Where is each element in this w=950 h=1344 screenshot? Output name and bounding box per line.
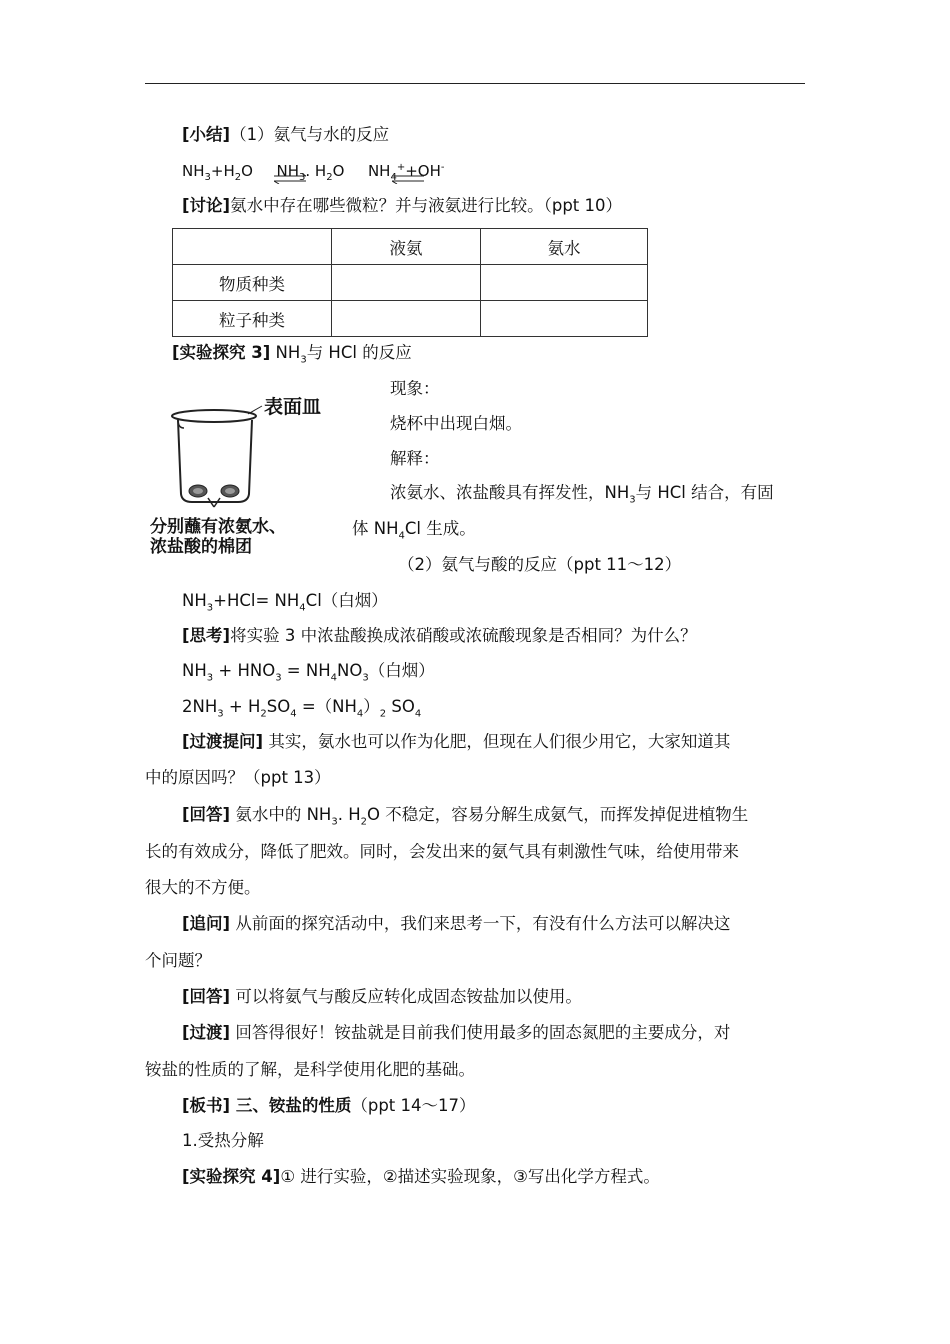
figure-label-dish: 表面皿 <box>264 396 322 418</box>
answer-1-text: 氨水中的 NH <box>230 805 332 824</box>
eq4-sub: 4 <box>356 708 364 720</box>
explanation-sub: 3 <box>629 494 636 506</box>
eq2-sub: 3 <box>206 602 214 614</box>
experiment-3-title <box>172 342 412 364</box>
summary-text: （1）氨气与水的反应 <box>230 125 390 144</box>
heat-decomposition-title: 1.受热分解 <box>182 1131 264 1150</box>
eq1-sub: 3 <box>298 172 306 183</box>
eq3-part: + HNO <box>213 661 276 680</box>
table-header-cell <box>173 229 332 265</box>
summary-line <box>182 124 389 146</box>
transition-line-1 <box>182 1022 730 1044</box>
think-text: 将实验 3 中浓盐酸换成浓硝酸或浓硫酸现象是否相同？为什么？ <box>230 626 697 645</box>
answer-2-line <box>182 986 582 1008</box>
followup-line-1 <box>182 913 730 935</box>
eq2-sub: 4 <box>299 602 306 614</box>
table-cell <box>481 301 648 337</box>
equation-nh3-hcl <box>182 590 388 612</box>
explanation-text: Cl 生成。 <box>404 519 476 538</box>
eq1-part: NH <box>182 162 205 180</box>
eq1-sub: 2 <box>326 172 333 183</box>
explanation-label: 解释： <box>390 449 440 468</box>
beaker-figure <box>148 384 348 557</box>
eq1-part: +H <box>210 162 235 180</box>
eq3-sub: 4 <box>330 672 338 684</box>
answer-1-line-3: 很大的不方便。 <box>145 878 261 897</box>
table-row <box>173 265 648 301</box>
equation-nh3-hno3 <box>182 660 435 682</box>
eq3-part: = NH <box>281 661 331 680</box>
equilibrium-arrow-icon <box>274 174 308 184</box>
answer-1-sub: 3 <box>331 816 338 828</box>
eq4-sub: 2 <box>379 708 387 720</box>
equilibrium-arrow-icon <box>392 174 426 184</box>
board-heading: 三、铵盐的性质 <box>230 1096 352 1115</box>
board-line <box>182 1095 476 1117</box>
eq3-sub: 3 <box>275 672 282 684</box>
eq1-part: NH <box>276 162 299 180</box>
eq1-sub: 4 <box>390 172 397 183</box>
answer-2-text: 可以将氨气与酸反应转化成固态铵盐加以使用。 <box>230 987 582 1006</box>
eq1-right <box>368 160 445 182</box>
table-row <box>173 301 648 337</box>
equation-nh3-h2so4 <box>182 696 421 718</box>
explanation-line-1 <box>390 482 774 504</box>
answer-1-tag: [回答] <box>182 805 231 824</box>
board-tag: [板书] <box>182 1096 231 1115</box>
eq4-part: SO <box>386 697 415 716</box>
eq4-part: SO <box>266 697 291 716</box>
eq4-part: =（NH <box>296 697 357 716</box>
eq3-sub: 3 <box>206 672 214 684</box>
transition-line-2: 铵盐的性质的了解，是科学使用化肥的基础。 <box>145 1060 475 1079</box>
eq2-part: Cl（白烟） <box>305 591 388 610</box>
answer-2-tag: [回答] <box>182 987 231 1006</box>
eq3-part: NH <box>182 661 207 680</box>
eq4-sub: 2 <box>260 708 267 720</box>
table-header-cell: 液氨 <box>332 229 481 265</box>
exp3-tag: [实验探究 3] <box>172 343 271 362</box>
transition-question-line-1 <box>182 731 730 753</box>
eq2-part: +HCl= NH <box>213 591 300 610</box>
discuss-tag: [讨论] <box>182 196 231 215</box>
comparison-table <box>172 228 648 337</box>
eq4-part: ） <box>363 697 380 716</box>
phenomenon-label: 现象： <box>390 379 440 398</box>
answer-1-sub: 2 <box>360 816 367 828</box>
transition-question-line-2: 中的原因吗？（ppt 13） <box>145 768 331 787</box>
table-header-row <box>173 229 648 265</box>
eq4-part: 2NH <box>182 697 218 716</box>
eq4-part: + H <box>223 697 261 716</box>
table-header-cell: 氨水 <box>481 229 648 265</box>
summary-tag: [小结] <box>182 125 231 144</box>
eq4-sub: 3 <box>217 708 224 720</box>
eq3-part: （白烟） <box>368 661 435 680</box>
eq1-part: . H <box>305 162 327 180</box>
followup-line-2: 个问题？ <box>145 951 211 970</box>
table-cell <box>332 301 481 337</box>
transition-text: 回答得很好！铵盐就是目前我们使用最多的固态氮肥的主要成分，对 <box>230 1023 731 1042</box>
explanation-text: 浓氨水、浓盐酸具有挥发性，NH <box>390 483 630 502</box>
table-cell <box>332 265 481 301</box>
think-line <box>182 625 697 647</box>
eq3-part: NO <box>337 661 363 680</box>
explanation-sub: 4 <box>398 530 405 542</box>
explanation-line-2 <box>352 518 476 540</box>
table-row-label: 粒子种类 <box>173 301 332 337</box>
transition-question-text: 其实，氨水也可以作为化肥，但现在人们很少用它，大家知道其 <box>263 732 731 751</box>
equation-ammonia-water <box>182 160 444 182</box>
exp4-text: ① 进行实验，②描述实验现象，③写出化学方程式。 <box>280 1167 660 1186</box>
eq4-sub: 4 <box>414 708 422 720</box>
exp4-tag: [实验探究 4] <box>182 1167 281 1186</box>
answer-1-line-1 <box>182 804 748 826</box>
phenomenon-text: 烧杯中出现白烟。 <box>390 414 522 433</box>
acid-reaction-title: （2）氨气与酸的反应（ppt 11～12） <box>398 555 682 574</box>
eq1-part: NH <box>367 162 391 180</box>
followup-text: 从前面的探究活动中，我们来思考一下，有没有什么方法可以解决这 <box>230 914 731 933</box>
answer-1-line-2: 长的有效成分，降低了肥效。同时，会发出来的氨气具有刺激性气味，给使用带来 <box>145 842 739 861</box>
answer-1-text: . H <box>337 805 361 824</box>
think-tag: [思考] <box>182 626 231 645</box>
eq3-sub: 3 <box>362 672 369 684</box>
eq2-part: NH <box>182 591 207 610</box>
table-cell <box>481 265 648 301</box>
eq1-sub: 2 <box>234 172 242 183</box>
figure-label-cotton-2: 浓盐酸的棉团 <box>150 537 252 557</box>
eq4-sub: 4 <box>290 708 297 720</box>
eq1-sup: - <box>440 162 445 173</box>
discuss-line <box>182 195 622 217</box>
explanation-text: 与 HCl 结合，有固 <box>635 483 774 502</box>
transition-question-tag: [过渡提问] <box>182 732 264 751</box>
eq1-part: O <box>332 162 345 180</box>
eq1-part: O <box>241 162 253 180</box>
eq1-part: +OH <box>405 162 441 180</box>
header-rule <box>145 83 805 84</box>
transition-tag: [过渡] <box>182 1023 231 1042</box>
board-text: （ppt 14～17） <box>351 1096 476 1115</box>
discuss-text: 氨水中存在哪些微粒？并与液氨进行比较。（ppt 10） <box>230 196 623 215</box>
eq1-middle <box>276 160 305 182</box>
table-row-label: 物质种类 <box>173 265 332 301</box>
exp3-text: NH <box>270 343 301 362</box>
exp3-text: 与 HCl 的反应 <box>306 343 412 362</box>
exp3-sub: 3 <box>300 354 307 366</box>
experiment-4-line <box>182 1166 660 1188</box>
eq1-sup: + <box>396 162 406 173</box>
figure-label-cotton-1: 分别蘸有浓氨水、 <box>150 517 286 537</box>
eq1-sub: 3 <box>204 172 211 183</box>
followup-tag: [追问] <box>182 914 231 933</box>
answer-1-text: O 不稳定，容易分解生成氨气，而挥发掉促进植物生 <box>367 805 749 824</box>
explanation-text: 体 NH <box>352 519 399 538</box>
